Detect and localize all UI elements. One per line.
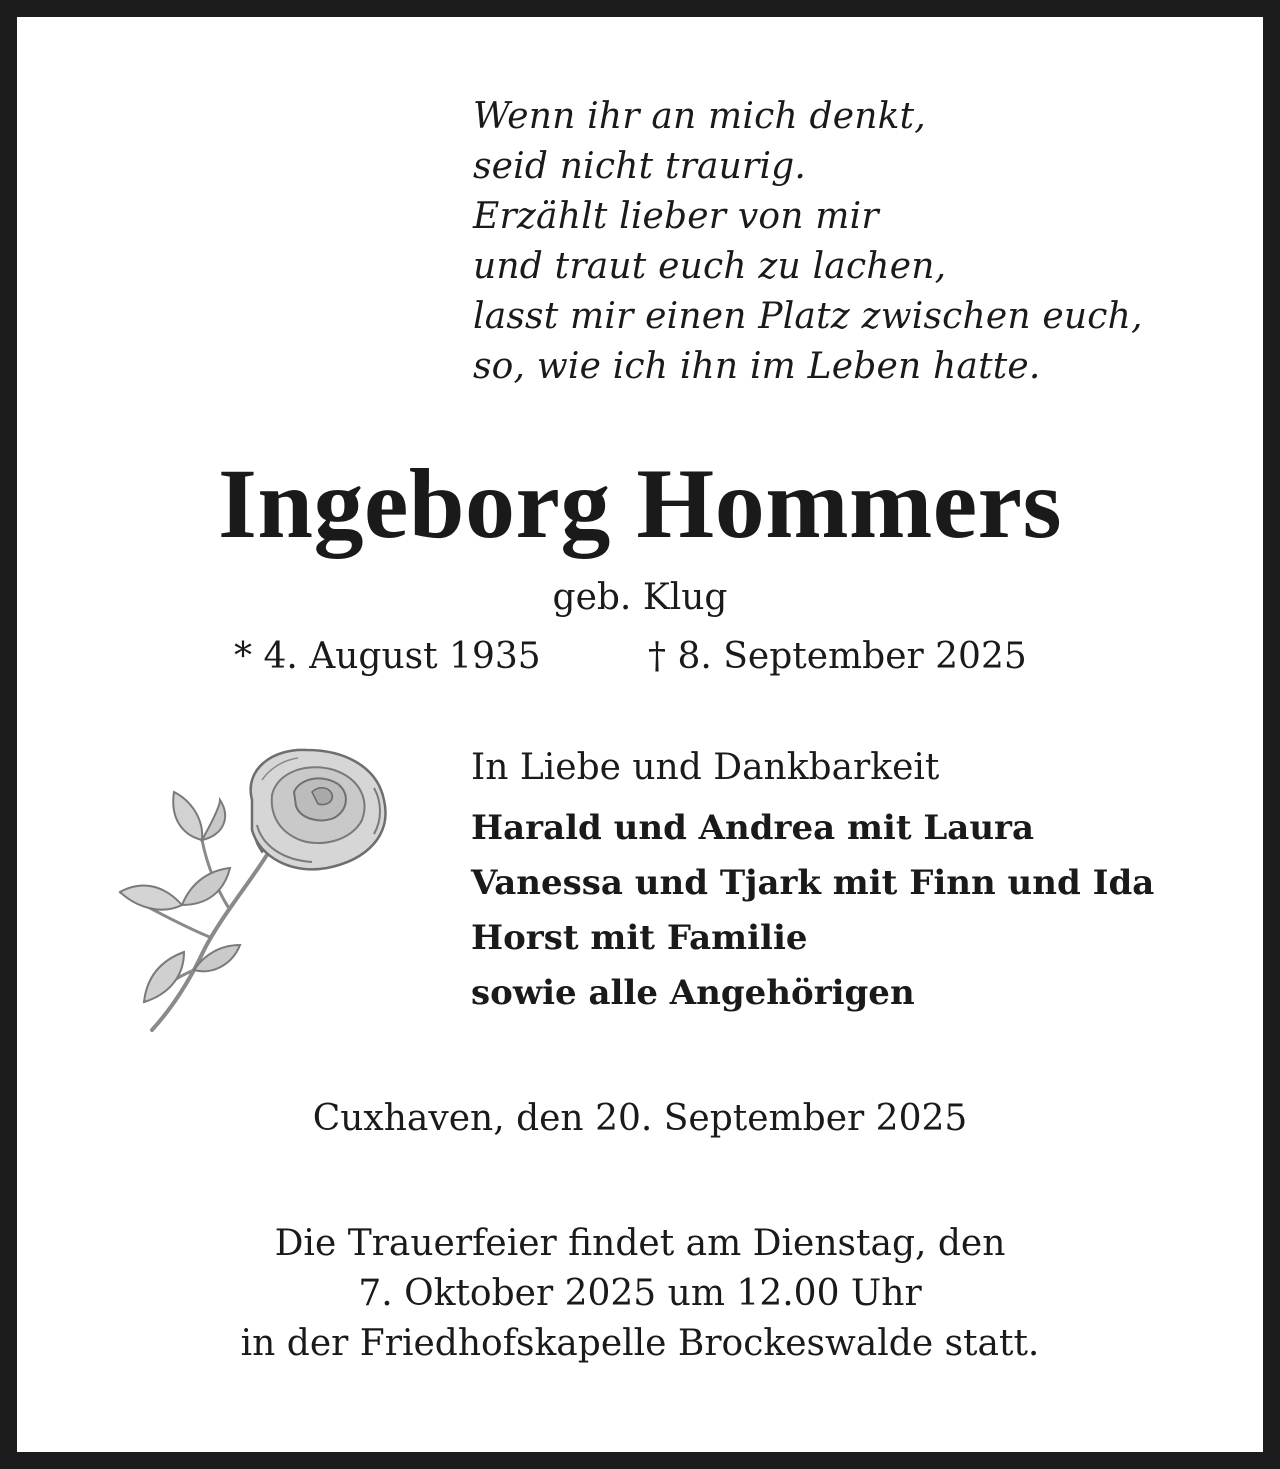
poem-line: so, wie ich ihn im Leben hatte. bbox=[473, 346, 1041, 387]
mourner-line: Harald und Andrea mit Laura bbox=[471, 808, 1034, 848]
deceased-name: Ingeborg Hommers bbox=[218, 448, 1062, 559]
mourner-line: sowie alle Angehörigen bbox=[471, 973, 915, 1013]
mourners-block bbox=[471, 741, 1251, 1021]
poem-line: und traut euch zu lachen, bbox=[473, 246, 947, 287]
service-line: 7. Oktober 2025 um 12.00 Uhr bbox=[358, 1273, 922, 1314]
funeral-service-info bbox=[0, 1219, 1280, 1369]
rose-icon bbox=[112, 740, 402, 1035]
mourner-line: Vanessa und Tjark mit Finn und Ida bbox=[471, 863, 1155, 903]
maiden-name: geb. Klug bbox=[552, 577, 728, 618]
place-and-date: Cuxhaven, den 20. September 2025 bbox=[312, 1098, 968, 1139]
poem-line: seid nicht traurig. bbox=[473, 146, 807, 187]
poem-line: lasst mir einen Platz zwischen euch, bbox=[473, 296, 1143, 337]
birth-date: * 4. August 1935 bbox=[234, 636, 541, 677]
mourners-intro: In Liebe und Dankbarkeit bbox=[471, 747, 940, 788]
mourner-line: Horst mit Familie bbox=[471, 918, 808, 958]
poem-line: Erzählt lieber von mir bbox=[473, 196, 879, 237]
death-date: † 8. September 2025 bbox=[648, 636, 1027, 677]
poem bbox=[473, 92, 1233, 392]
service-line: Die Trauerfeier findet am Dienstag, den bbox=[274, 1223, 1006, 1264]
poem-line: Wenn ihr an mich denkt, bbox=[473, 96, 926, 137]
service-line: in der Friedhofskapelle Brockeswalde statt. bbox=[240, 1323, 1040, 1364]
